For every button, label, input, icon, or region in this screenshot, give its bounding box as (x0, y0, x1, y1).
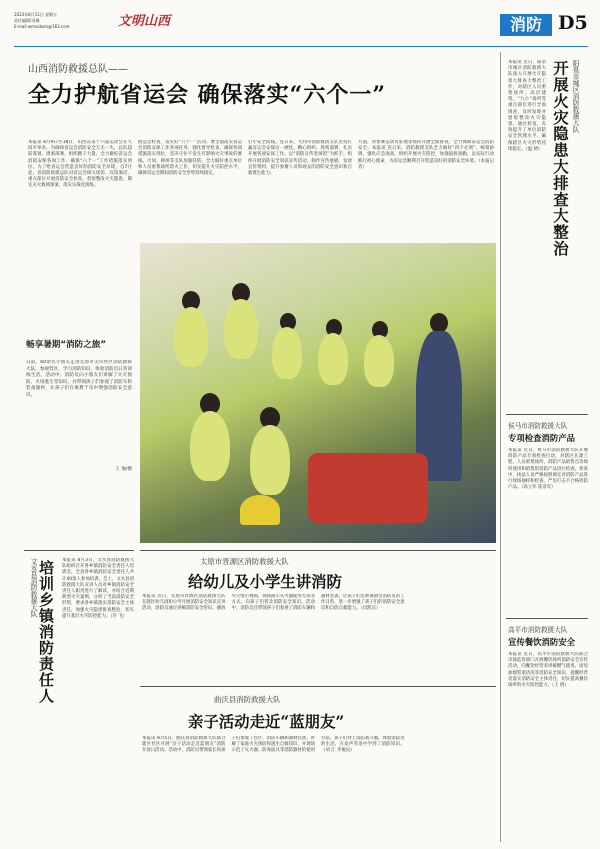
photo-caption-box (26, 338, 132, 546)
right-story3-text: 本报讯 近日，高平市消防救援大队联合市场监管部门开展餐饮场所消防安全宣传活动，向餐饮经营者讲解燃气使用、厨房油烟管道清洗等消防安全知识，提醒经营者落实消防安全主体责任，切实提高餐饮场所的火灾防控能力。（王 倩） (508, 652, 588, 689)
photo-caption: 日前，60余名小朋友走进太原市尖草坪区消防救援大队，参观营区、学习消防知识、体验消防员日常训练生活。活动中，消防员向小朋友们讲解了火灾预防、火场逃生等知识，并带领孩子们参观了消防车和装备器材，让孩子们在寓教于乐中增强消防安全意识。 (26, 360, 132, 398)
lead-column-2: 展运会检查，落实好“六个一”活动。要全面落实省运会消防安保工作各项任务，强化督导检查，确保各项措施落实到位，坚决守住不发生有影响火灾事故的底线。大同、朔州等支队加强驻防，全力做好重点单位和人员密集场所防火工作，切实提升火灾防控水平，确保省运会期间消防安全形势持续稳定。 (138, 140, 242, 177)
right-story1-kicker: 阳泉市城区消防救援大队 (571, 60, 579, 133)
children-fire-station-photo (140, 243, 496, 543)
page-number: D5 (558, 12, 588, 34)
photo-title: 畅享暑期“消防之旅” (26, 340, 107, 350)
right-story2-kicker: 侯马市消防救援大队 (508, 422, 568, 430)
right-story3-rule (506, 618, 588, 619)
photo-credit: 王 瑜/摄 (115, 467, 132, 472)
section-name: 消防 (509, 15, 542, 34)
paper-name-logo: 文明山西 (118, 14, 171, 29)
right-story2-rule (506, 414, 588, 415)
lead-column-4: 方面，对参赛运动员驻地等场所开展全面排查，全力保障省运会消防安全。本报讯 连日来，消防救援支队全力做好“四个必须”，统筹协调，强化应急准备，组织开展火灾防控，加强值班备勤，以实际行动践行初心使命，为省运会顺利召开创造良好的消防安全环境。（本报记者） (358, 140, 494, 170)
left-story-headline: 培训乡镇消防责任人 (37, 560, 55, 704)
left-story-rule (24, 550, 134, 551)
lead-column-1: 本报讯 8月9日至18日，山西省第十六届运动会在大同市举办。为确保省运会消防安全万无一失，总队超前谋划、周密部署，组织精干力量，全力做好省运会消防安保各项工作，确保“六个一”工作措施落实到位。为了给省运会营造良好的消防安全环境，自7月起，省消防救援总队对省运会相关场馆、宾馆酒店、重点部位开展消防安全检查，督促整改火灾隐患，制定灭火救援预案，落实实战化演练。 (28, 140, 132, 189)
mid1-text: 本报讯 近日，太原市晋源区消防救援大队在辖区幼儿园和小学开展消防安全知识宣讲活动，消防员通过讲解消防安全常识、播放火灾警示视频、现场演示灭火器使用方法等方式，向孩子们普及消防安全知识。活动中，消防员还带领孩子们参观了消防车辆和器材装备，让孩子们近距离感受消防员的工作日常，进一步增强了孩子们的消防安全意识和自防自救能力。（闫凯宾） (142, 594, 405, 612)
lead-headline: 全力护航省运会 确保落实“六个一” (28, 82, 386, 108)
mid2-kicker: 曲沃县消防救援大队 (214, 695, 281, 704)
lead-column-3: 打牢安全防线。连日来，大同市消防救援支队坚持打赢省运会安保这一硬仗，精心组织、周密部署，扎实开展各项安保工作。以“消防宣传进场馆”为抓手，组织开展消防安全知识宣传活动，制作宣传展板，发放宣传资料，提升参赛人员和观众的消防安全意识和自救逃生能力。 (248, 140, 352, 177)
mid1-kicker: 太原市晋源区消防救援大队 (200, 557, 289, 566)
right-story1-headline: 开展火灾隐患大排查大整治 (551, 60, 569, 257)
right-story3-headline: 宣传餐饮消防安全 (508, 637, 575, 647)
masthead (14, 10, 588, 42)
editor-line: 责任编辑/刘琳 (14, 18, 40, 23)
lead-kicker: 山西消防救援总队—— (28, 64, 128, 75)
left-story-kicker: 文水县消防救援大队 (29, 558, 37, 618)
date-line: 2023年8月11日 星期五 (14, 12, 58, 17)
email-line: E-mail:wmsxbsm@163.com (14, 24, 70, 29)
left-story-text: 本报讯 8月3日，文水县消防救援大队组织召开各乡镇消防安全责任人培训会，全县各乡镇消防安全责任人共计40余人参加培训。会上，文水县消防救援大队宣讲人员对乡镇消防安全责任人职责进行了解读，并结合近期典型火灾案例，分析了当前消防安全形势，要求各乡镇落实消防安全主体责任，加强火灾隐患排查整治，切实提升基层火灾防控能力。（许 飞） (62, 558, 134, 619)
masthead-rule (14, 46, 588, 47)
right-story1-text: 本报讯 近日，阳泉市城区消防救援大队深入开展火灾隐患大排查大整治工作，对辖区人员密集场所、高层建筑、“九小”场所等重点部位进行全面排查，及时发现并督促整改火灾隐患。通过检查，有效提升了单位消防安全管理水平，确保辖区火灾形势持续稳定。（温 婧） (508, 60, 546, 152)
mid2-text: 本报讯 8月5日，曲沃县消防救援大队联合辖区社区开展“亲子活动走近蓝朋友”消防开放日活动。活动中，消防员带领家长和孩子们参观了营区、消防车辆和器材装备，讲解了家庭火灾预防和逃生自救知识，并现场示范了灭火器、防毒面具等消防器材的使用方法。孩子们穿上消防战斗服，体验消防员的生活，在欢声笑语中学到了消防知识。（刘 江 李俊良） (142, 736, 405, 754)
mid2-headline: 亲子活动走近“蓝朋友” (188, 713, 345, 731)
section-tab (500, 14, 552, 36)
right-story2-text: 本报讯 近日，侯马市消防救援大队开展消防产品专项检查行动，对辖区在建工程、人员密集场所、消防产品销售点等场所使用和销售的消防产品进行检查。检查中，执法人员严格按照规定对消防产品进行现场抽样和检查，严厉打击不合格消防产品。（高立军 崔彦军） (508, 448, 588, 491)
right-story3-kicker: 高平市消防救援大队 (508, 626, 568, 634)
right-column-divider (500, 52, 501, 842)
right-story2-headline: 专项检查消防产品 (508, 433, 575, 443)
mid2-rule (140, 686, 496, 687)
mid1-rule (140, 550, 496, 551)
mid1-headline: 给幼儿及小学生讲消防 (188, 573, 342, 591)
